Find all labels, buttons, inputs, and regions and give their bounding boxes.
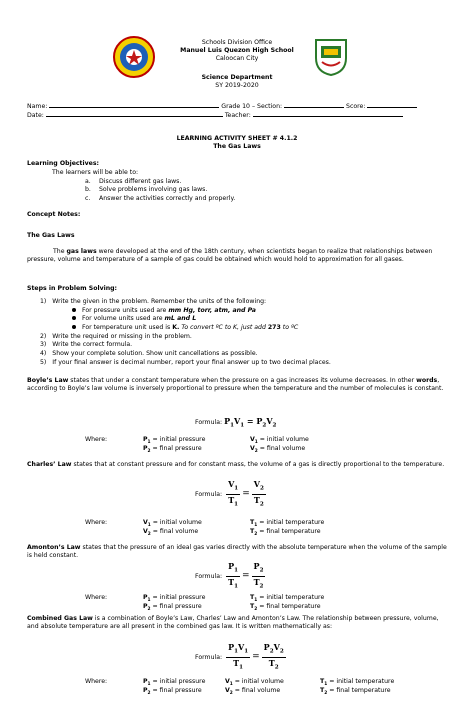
amonton-def: $T_1$ = initial temperature xyxy=(250,594,325,604)
combined-def: $P_2$ = final pressure xyxy=(143,687,202,697)
amonton-def: $T_2$ = final temperature xyxy=(250,603,321,613)
amonton-def: $P_2$ = final pressure xyxy=(143,603,202,613)
combined-paragraph: Combined Gas Law is a combination of Boyle’s Law, Charles’ Law and Amonton’s Law. The relationship between pressure, volume, and absolute temperature are all present in the combined gas law. It is written mathematically as: xyxy=(27,615,439,631)
step-4: 4) Show your complete solution. Show unit cancellations as possible. xyxy=(40,350,258,357)
combined-def: $V_1$ = initial volume xyxy=(225,678,284,688)
gas-laws-paragraph: The gas laws were developed at the end of the 18th century, when scientists began to realize that relationships between pressure, volume and temperature of a sample of gas could be obtained which would hold to approximation for all gases. xyxy=(27,248,433,264)
step-3: 3) Write the correct formula. xyxy=(40,341,133,348)
combined-def: $T_1$ = initial temperature xyxy=(320,678,395,688)
amonton-def: $P_1$ = initial pressure xyxy=(143,594,206,604)
step-1: 1) Write the given in the problem. Remember the units of the following: xyxy=(40,298,267,305)
sheet-title: LEARNING ACTIVITY SHEET # 4.1.2 xyxy=(176,135,298,142)
steps-heading: Steps in Problem Solving: xyxy=(27,285,118,292)
boyle-formula: Formula: $P_1V_1 = P_2V_2$ xyxy=(195,416,277,429)
teacher-label: Teacher: xyxy=(224,112,251,119)
charles-formula: Formula: $\frac{V_1}{T_1}$ = $\frac{V_2}{T_2}$ xyxy=(195,479,264,508)
combined-def: $P_1$ = initial pressure xyxy=(143,678,206,688)
section-field[interactable] xyxy=(284,101,344,108)
boyle-def: $P_2$ = final pressure xyxy=(143,445,202,455)
teacher-field[interactable] xyxy=(253,110,403,117)
objective-item: a. Discuss different gas laws. xyxy=(85,178,182,185)
city-name: Caloocan City xyxy=(215,55,259,62)
combined-where: Where: xyxy=(85,678,108,685)
charles-def: $T_2$ = final temperature xyxy=(250,528,321,538)
school-year: SY 2019-2020 xyxy=(215,82,259,89)
concept-heading: Concept Notes: xyxy=(27,211,81,218)
charles-paragraph: Charles’ Law states that at constant pressure and for constant mass, the volume of a gas is directly proportional to the temperature. xyxy=(27,461,445,468)
step-bullet: For volume units used are mL and L xyxy=(72,315,196,323)
grade-label: Grade 10 – Section: xyxy=(221,103,283,110)
score-label: Score: xyxy=(346,103,366,110)
objectives-heading: Learning Objectives: xyxy=(27,160,100,167)
objective-item: b. Solve problems involving gas laws. xyxy=(85,186,208,193)
department-name: Science Department xyxy=(201,74,273,81)
step-bullet: For temperature unit used is K. To convert ºC to K, just add 273 to ºC xyxy=(72,324,298,332)
step-bullet: For pressure units used are mm Hg, torr, atm, and Pa xyxy=(72,307,256,315)
charles-def: $V_2$ = final volume xyxy=(143,528,199,538)
name-label: Name: xyxy=(27,103,48,110)
date-field[interactable] xyxy=(46,110,223,117)
step-2: 2) Write the required or missing in the problem. xyxy=(40,333,192,340)
date-label: Date: xyxy=(27,112,44,119)
sheet-subtitle: The Gas Laws xyxy=(213,143,261,150)
boyle-def: $V_2$ = final volume xyxy=(250,445,306,455)
charles-where: Where: xyxy=(85,519,108,526)
objective-item: c. Answer the activities correctly and properly. xyxy=(85,195,236,202)
amonton-formula: Formula: $\frac{P_1}{T_1}$ = $\frac{P_2}{T_2}$ xyxy=(195,561,264,590)
step-5: 5) If your final answer is decimal number, report your final answer up to two decimal places. xyxy=(40,359,331,366)
score-field[interactable] xyxy=(367,101,417,108)
boyle-paragraph: Boyle’s Law states that under a constant temperature when the pressure on a gas increases its volume decreases. In other words, according to Boyle’s law volume is inversely proportional to pressure when the temperature and the number of molecules is constant. xyxy=(27,377,444,393)
date-row xyxy=(27,110,403,120)
amonton-paragraph: Amonton’s Law states that the pressure of an ideal gas varies directly with the absolute temperature when the volume of the sample is held constant. xyxy=(27,544,447,560)
combined-def: $V_2$ = final volume xyxy=(225,687,281,697)
amonton-where: Where: xyxy=(85,594,108,601)
charles-def: $T_1$ = initial temperature xyxy=(250,519,325,529)
name-field[interactable] xyxy=(49,101,219,108)
combined-def: $T_2$ = final temperature xyxy=(320,687,391,697)
boyle-def: $V_1$ = initial volume xyxy=(250,436,309,446)
charles-def: $V_1$ = initial volume xyxy=(143,519,202,529)
school-name: Manuel Luis Quezon High School xyxy=(180,47,294,54)
gas-laws-heading: The Gas Laws xyxy=(27,232,75,239)
boyle-def: $P_1$ = initial pressure xyxy=(143,436,206,446)
office-name: Schools Division Office xyxy=(201,39,273,46)
boyle-where: Where: xyxy=(85,436,108,443)
combined-formula: Formula: $\frac{P_1V_1}{T_1}$ = $\frac{P_2V_2}{T_2}$ xyxy=(195,642,284,671)
objectives-intro: The learners will be able to: xyxy=(52,169,139,176)
